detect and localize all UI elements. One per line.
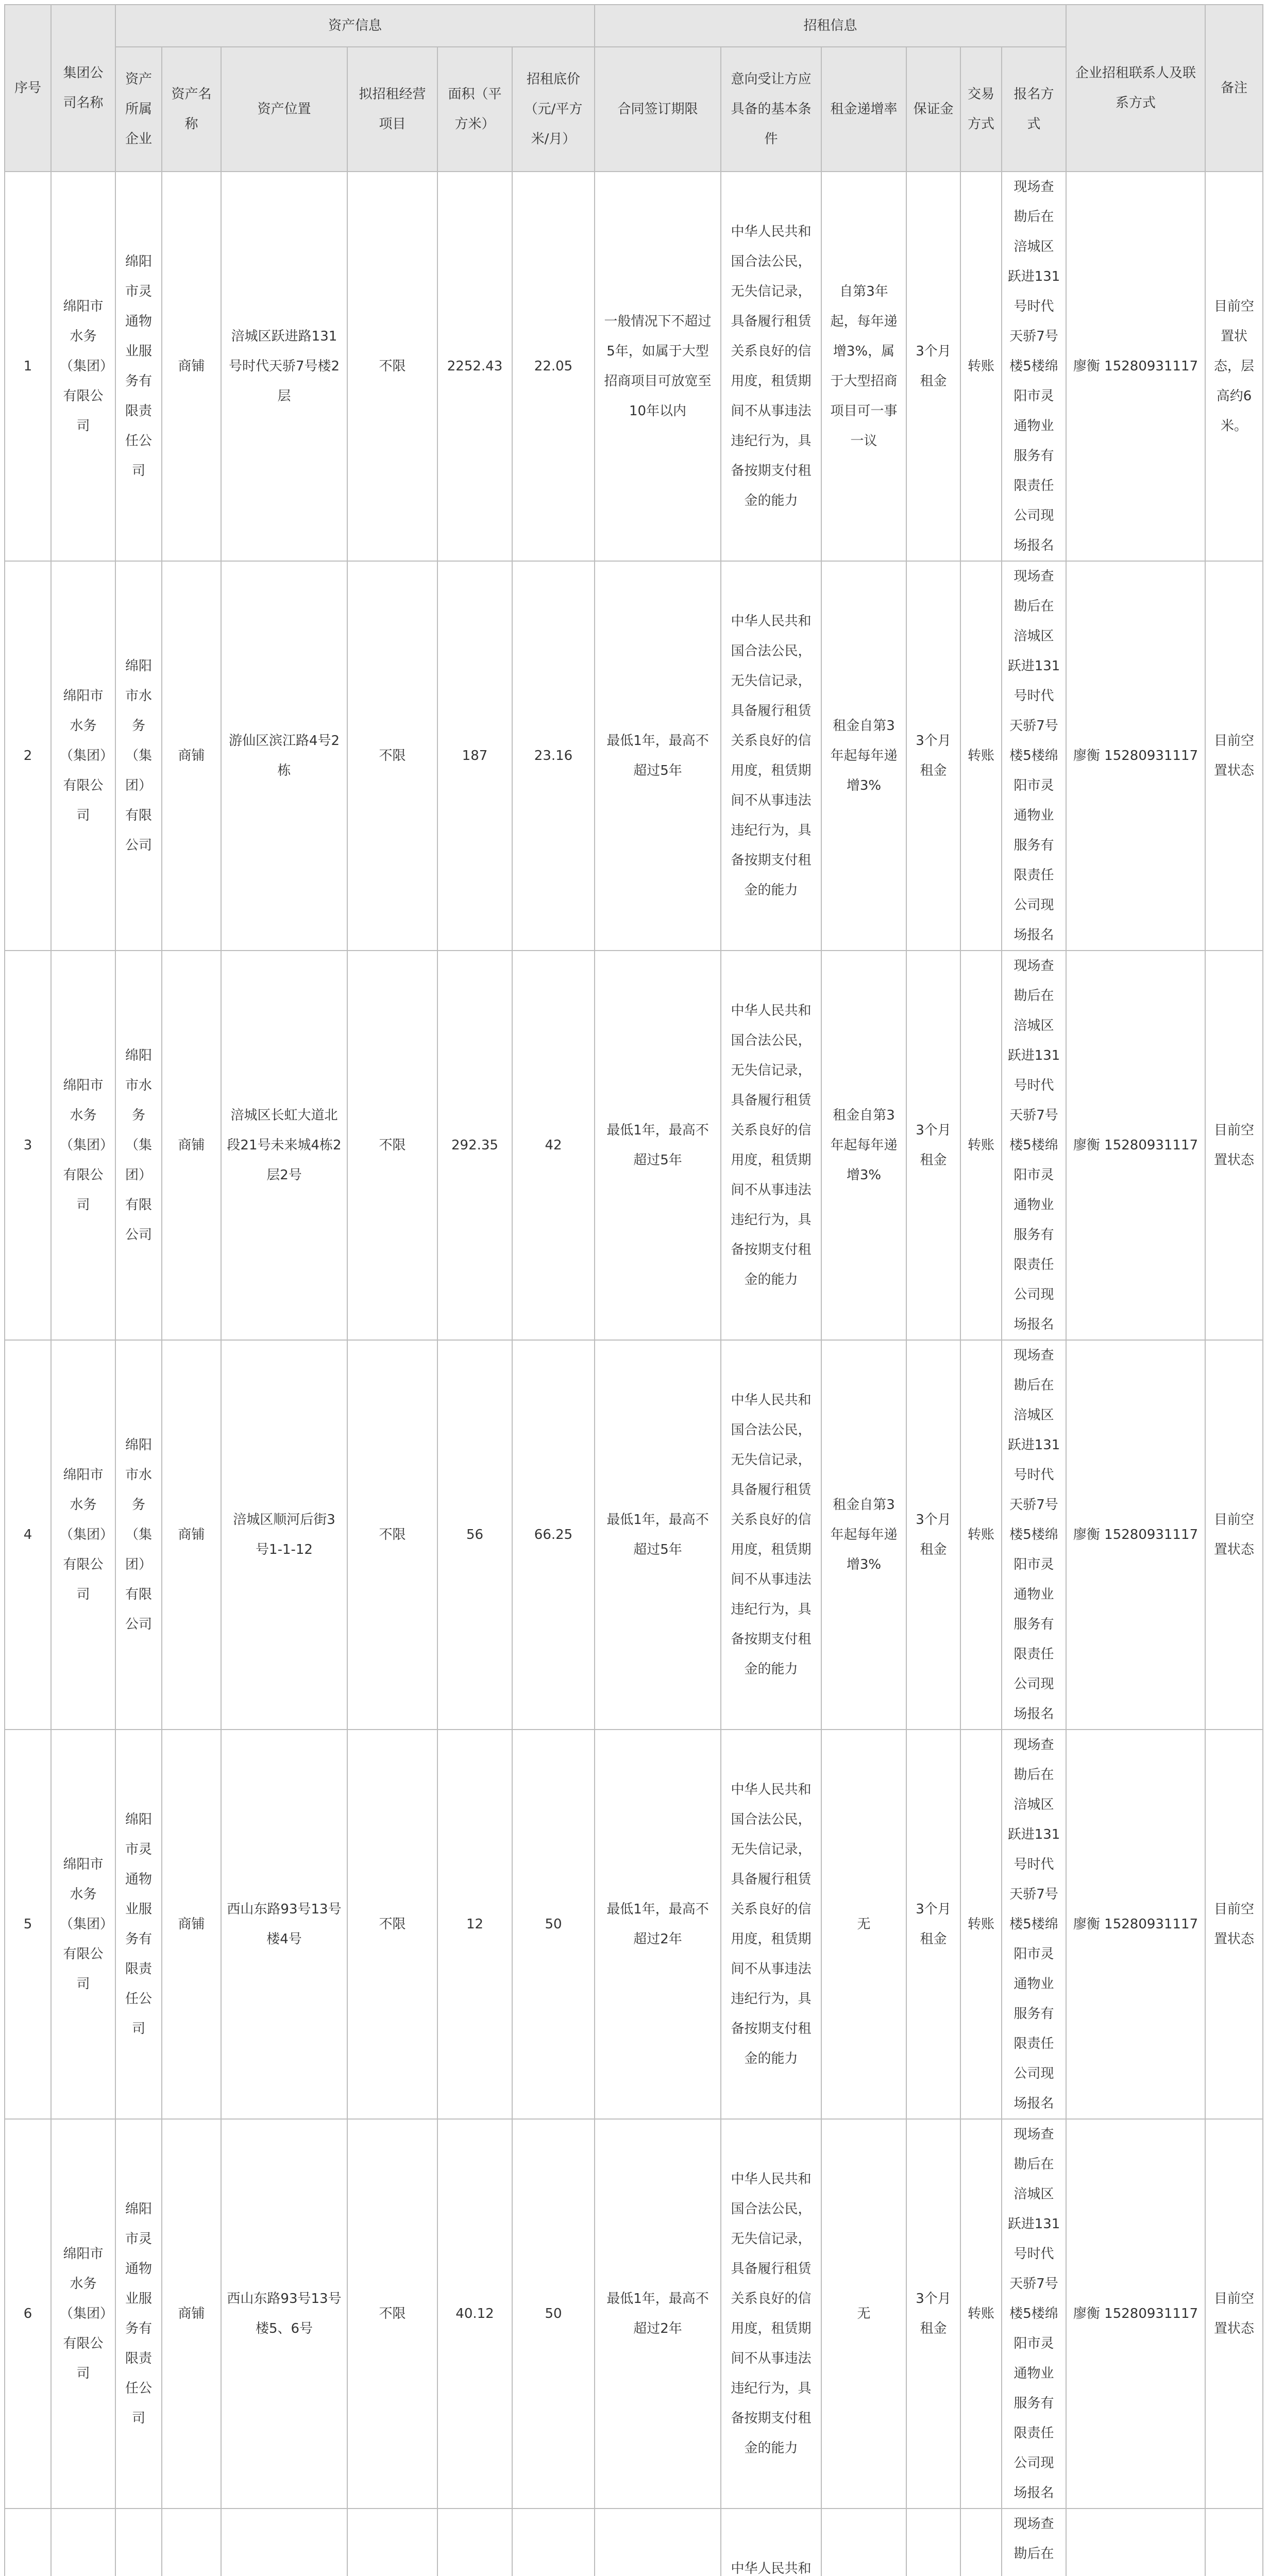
cell-use: 不限 [347,2119,437,2509]
header-tender-info: 招租信息 [595,5,1066,47]
cell-use: 不限 [347,561,437,951]
cell-price: 50 [512,2119,595,2509]
cell-price: 23.16 [512,561,595,951]
col-header-planned-use: 拟招租经营项目 [347,47,437,172]
cell-group: 绵阳市水务（集团）有限公司 [51,951,115,1340]
cell-contact: 廖衡 15280931117 [1066,1730,1205,2119]
cell-area: 2252.43 [437,172,512,561]
cell-price: 66.25 [512,1340,595,1730]
cell-signup: 现场查勘后在涪城区跃进131号时代天骄7号楼5楼绵阳市灵通物业服务有限责任公司现场报名 [1002,951,1066,1340]
cell-contact: 廖衡 15280931117 [1066,1340,1205,1730]
cell-no: 3 [5,951,51,1340]
cell-increment: 无 [821,1730,906,2119]
cell-area: 56 [437,1340,512,1730]
cell-price [512,2509,595,2576]
cell-conditions: 中华人民共和国合法公民，无失信记录，具备履行租赁关系良好的信用度，租赁期间不从事违法违纪行为，具备按期支付租金的能力 [721,172,821,561]
cell-signup: 现场查勘后在涪城区跃进131号时代天骄7号楼5楼绵阳市灵通物业服务有限责任公司现场报名 [1002,561,1066,951]
cell-term [595,2509,721,2576]
cell-use: 不限 [347,1730,437,2119]
cell-increment: 租金自第3年起每年递增3% [821,1340,906,1730]
cell-price: 22.05 [512,172,595,561]
cell-increment: 无 [821,2119,906,2509]
table-row [5,1340,1263,1730]
cell-contact [1066,2509,1205,2576]
cell-contact: 廖衡 15280931117 [1066,2119,1205,2509]
col-header-conditions: 意向受让方应具备的基本条件 [721,47,821,172]
cell-increment: 自第3年起，每年递增3%，属于大型招商项目可一事一议 [821,172,906,561]
cell-owner: 绵阳市灵通物业服务有限责任公司 [115,172,162,561]
rental-notice-table [4,4,1263,2576]
cell-asset-name: 商铺 [162,1340,221,1730]
col-header-location: 资产位置 [221,47,347,172]
cell-term: 最低1年，最高不超过5年 [595,951,721,1340]
cell-remark: 目前空置状态 [1205,2119,1263,2509]
cell-signup: 现场查勘后在涪城区跃进131号时代天骄7号楼5楼绵阳市灵通物业服务有限责任公司现场报名 [1002,1730,1066,2119]
cell-increment [821,2509,906,2576]
cell-owner: 绵阳市灵通物业服务有限责任公司 [115,1730,162,2119]
cell-trade: 转账 [960,951,1002,1340]
cell-area: 12 [437,1730,512,2119]
cell-contact: 廖衡 15280931117 [1066,172,1205,561]
cell-no: 6 [5,2119,51,2509]
cell-no [5,2509,51,2576]
table-row [5,1730,1263,2119]
cell-increment: 租金自第3年起每年递增3% [821,951,906,1340]
cell-area: 40.12 [437,2119,512,2509]
cell-conditions: 中华人民共和国合法公民，无失信记录，具备履行租赁关系良好的信用度，租赁期间不从事违法违纪行为，具备按期支付租金的能力 [721,1340,821,1730]
cell-use [347,2509,437,2576]
col-header-remarks: 备注 [1205,5,1263,172]
cell-remark: 目前空置状态 [1205,1340,1263,1730]
cell-asset-name [162,2509,221,2576]
cell-conditions: 中华人民共和国合法公民，无失信记录，具备履行租赁关系良好的信用度，租赁期间不从事违法违纪行为，具备按期支付租金的能力 [721,2119,821,2509]
col-header-deposit: 保证金 [906,47,960,172]
cell-term: 最低1年，最高不超过5年 [595,1340,721,1730]
table-row [5,2509,1263,2576]
col-header-term: 合同签订期限 [595,47,721,172]
cell-group: 绵阳市水务（集团）有限公司 [51,1730,115,2119]
cell-term: 最低1年，最高不超过2年 [595,2119,721,2509]
cell-location: 西山东路93号13号楼5、6号 [221,2119,347,2509]
cell-owner: 绵阳市灵通物业服务有限责任公司 [115,2119,162,2509]
cell-signup: 现场查勘后在 [1002,2509,1066,2576]
col-header-trade-method: 交易方式 [960,47,1002,172]
cell-remark: 目前空置状态 [1205,1730,1263,2119]
cell-asset-name: 商铺 [162,951,221,1340]
cell-trade: 转账 [960,2119,1002,2509]
cell-location: 涪城区长虹大道北段21号未来城4栋2层2号 [221,951,347,1340]
cell-location: 涪城区顺河后街3号1-1-12 [221,1340,347,1730]
cell-trade: 转账 [960,561,1002,951]
cell-location: 涪城区跃进路131号时代天骄7号楼2层 [221,172,347,561]
cell-deposit: 3个月租金 [906,2119,960,2509]
header-asset-info: 资产信息 [115,5,595,47]
cell-deposit: 3个月租金 [906,951,960,1340]
table-row [5,2119,1263,2509]
col-header-owner: 资产所属企业 [115,47,162,172]
cell-use: 不限 [347,172,437,561]
cell-location: 游仙区滨江路4号2栋 [221,561,347,951]
col-header-signup-method: 报名方式 [1002,47,1066,172]
table-row [5,951,1263,1340]
cell-use: 不限 [347,1340,437,1730]
col-header-group-company: 集团公司名称 [51,5,115,172]
cell-trade: 转账 [960,1340,1002,1730]
cell-deposit: 3个月租金 [906,561,960,951]
cell-price: 42 [512,951,595,1340]
cell-conditions: 中华人民共和国合法公民，无失信记录，具备履行租赁关系良好的信用度，租赁期间不从事违法违纪行为，具备按期支付租金的能力 [721,561,821,951]
cell-no: 1 [5,172,51,561]
cell-group: 绵阳市水务（集团）有限公司 [51,1340,115,1730]
cell-owner: 绵阳市水务（集团）有限公司 [115,1340,162,1730]
cell-no: 5 [5,1730,51,2119]
cell-deposit [906,2509,960,2576]
col-header-asset-name: 资产名称 [162,47,221,172]
cell-deposit: 3个月租金 [906,1340,960,1730]
col-header-base-price: 招租底价（元/平方米/月） [512,47,595,172]
cell-term: 最低1年，最高不超过2年 [595,1730,721,2119]
cell-area: 292.35 [437,951,512,1340]
cell-location [221,2509,347,2576]
table-row [5,561,1263,951]
cell-use: 不限 [347,951,437,1340]
cell-signup: 现场查勘后在涪城区跃进131号时代天骄7号楼5楼绵阳市灵通物业服务有限责任公司现场报名 [1002,2119,1066,2509]
cell-asset-name: 商铺 [162,561,221,951]
cell-group [51,2509,115,2576]
cell-asset-name: 商铺 [162,2119,221,2509]
cell-owner [115,2509,162,2576]
cell-remark [1205,2509,1263,2576]
cell-contact: 廖衡 15280931117 [1066,561,1205,951]
col-header-area: 面积（平方米） [437,47,512,172]
cell-conditions: 中华人民共和国合法公民，无失信记录，具备履行租赁关系良好的信用度，租赁期间不从事违法违纪行为，具备按期支付租金的能力 [721,1730,821,2119]
cell-remark: 目前空置状态 [1205,561,1263,951]
col-header-no: 序号 [5,5,51,172]
header-row-group [5,5,1263,47]
table-row [5,172,1263,561]
cell-term: 一般情况下不超过5年，如属于大型招商项目可放宽至10年以内 [595,172,721,561]
cell-price: 50 [512,1730,595,2119]
cell-remark: 目前空置状态 [1205,951,1263,1340]
cell-trade: 转账 [960,1730,1002,2119]
cell-group: 绵阳市水务（集团）有限公司 [51,172,115,561]
cell-deposit: 3个月租金 [906,172,960,561]
cell-asset-name: 商铺 [162,172,221,561]
cell-owner: 绵阳市水务（集团）有限公司 [115,561,162,951]
cell-conditions: 中华人民共和 [721,2509,821,2576]
cell-group: 绵阳市水务（集团）有限公司 [51,2119,115,2509]
cell-term: 最低1年，最高不超过5年 [595,561,721,951]
cell-conditions: 中华人民共和国合法公民，无失信记录，具备履行租赁关系良好的信用度，租赁期间不从事违法违纪行为，具备按期支付租金的能力 [721,951,821,1340]
cell-contact: 廖衡 15280931117 [1066,951,1205,1340]
cell-increment: 租金自第3年起每年递增3% [821,561,906,951]
cell-owner: 绵阳市水务（集团）有限公司 [115,951,162,1340]
cell-signup: 现场查勘后在涪城区跃进131号时代天骄7号楼5楼绵阳市灵通物业服务有限责任公司现场报名 [1002,172,1066,561]
cell-deposit: 3个月租金 [906,1730,960,2119]
cell-trade [960,2509,1002,2576]
cell-area [437,2509,512,2576]
cell-location: 西山东路93号13号楼4号 [221,1730,347,2119]
cell-area: 187 [437,561,512,951]
cell-no: 2 [5,561,51,951]
cell-no: 4 [5,1340,51,1730]
col-header-contact: 企业招租联系人及联系方式 [1066,5,1205,172]
cell-trade: 转账 [960,172,1002,561]
cell-asset-name: 商铺 [162,1730,221,2119]
cell-remark: 目前空置状态，层高约6米。 [1205,172,1263,561]
cell-signup: 现场查勘后在涪城区跃进131号时代天骄7号楼5楼绵阳市灵通物业服务有限责任公司现场报名 [1002,1340,1066,1730]
cell-group: 绵阳市水务（集团）有限公司 [51,561,115,951]
col-header-increment: 租金递增率 [821,47,906,172]
